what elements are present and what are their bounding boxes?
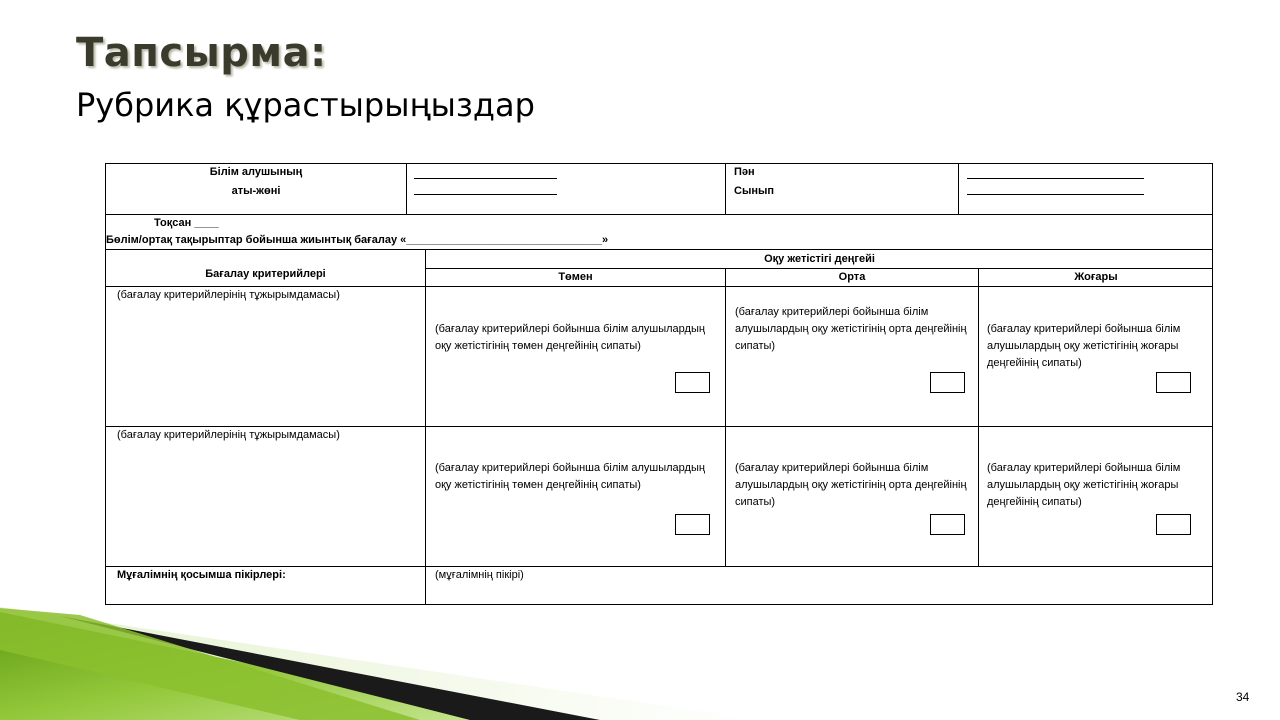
- summative-label: Бөлім/ортақ тақырыптар бойынша жиынтық бағалау «________________________________»: [106, 234, 609, 246]
- row1-criterion: (бағалау критерийлерінің тұжырымдамасы): [117, 289, 340, 301]
- quarter-label: Тоқсан ____: [154, 217, 219, 229]
- level-low-header: Төмен: [558, 271, 593, 283]
- class-label: Сынып: [734, 185, 775, 197]
- student-label-line2: аты-жөні: [231, 185, 281, 197]
- row2-low-desc: (бағалау критерийлері бойынша білім алушылардың оқу жетістігінің төмен деңгейінің сипаты): [435, 462, 705, 491]
- row1-mid-desc: (бағалау критерийлері бойынша білім алушылардың оқу жетістігінің орта деңгейінің сипаты): [735, 306, 967, 352]
- level-high-header: Жоғары: [1074, 271, 1118, 283]
- criteria-header: Бағалау критерийлері: [205, 268, 326, 280]
- row2-mid-desc: (бағалау критерийлері бойынша білім алушылардың оқу жетістігінің орта деңгейінің сипаты): [735, 462, 967, 508]
- subject-label: Пән: [734, 166, 755, 178]
- student-name-blank-1[interactable]: [414, 178, 557, 179]
- row1-high-desc: (бағалау критерийлері бойынша білім алушылардың оқу жетістігінің жоғары деңгейінің сипаты): [987, 323, 1181, 369]
- row2-criterion: (бағалау критерийлерінің тұжырымдамасы): [117, 429, 340, 441]
- row2-high-desc: (бағалау критерийлері бойынша білім алушылардың оқу жетістігінің жоғары деңгейінің сипаты): [987, 462, 1181, 508]
- class-blank[interactable]: [967, 194, 1144, 195]
- subject-blank[interactable]: [967, 178, 1144, 179]
- row2-high-score-box[interactable]: [1156, 514, 1191, 535]
- rubric-table: [105, 249, 1213, 605]
- slide-title: Тапсырма:: [76, 30, 327, 76]
- summative-info: [105, 214, 1213, 250]
- student-info-table: [105, 163, 1213, 215]
- row1-low-desc: (бағалау критерийлері бойынша білім алушылардың оқу жетістігінің төмен деңгейінің сипаты): [435, 323, 705, 352]
- level-header: Оқу жетістігі деңгейі: [764, 253, 875, 265]
- teacher-comment[interactable]: (мұғалімнің пікірі): [435, 569, 524, 581]
- row2-low-score-box[interactable]: [675, 514, 710, 535]
- row1-high-score-box[interactable]: [1156, 372, 1191, 393]
- student-label-line1: Білім алушының: [209, 166, 303, 178]
- level-mid-header: Орта: [838, 271, 866, 283]
- slide-subtitle: Рубрика құрастырыңыздар: [76, 86, 535, 124]
- row1-mid-score-box[interactable]: [930, 372, 965, 393]
- student-name-blank-2[interactable]: [414, 194, 557, 195]
- teacher-comments-label: Мұғалімнің қосымша пікірлері:: [117, 569, 286, 581]
- row1-low-score-box[interactable]: [675, 372, 710, 393]
- row2-mid-score-box[interactable]: [930, 514, 965, 535]
- page-number: 34: [1236, 690, 1250, 704]
